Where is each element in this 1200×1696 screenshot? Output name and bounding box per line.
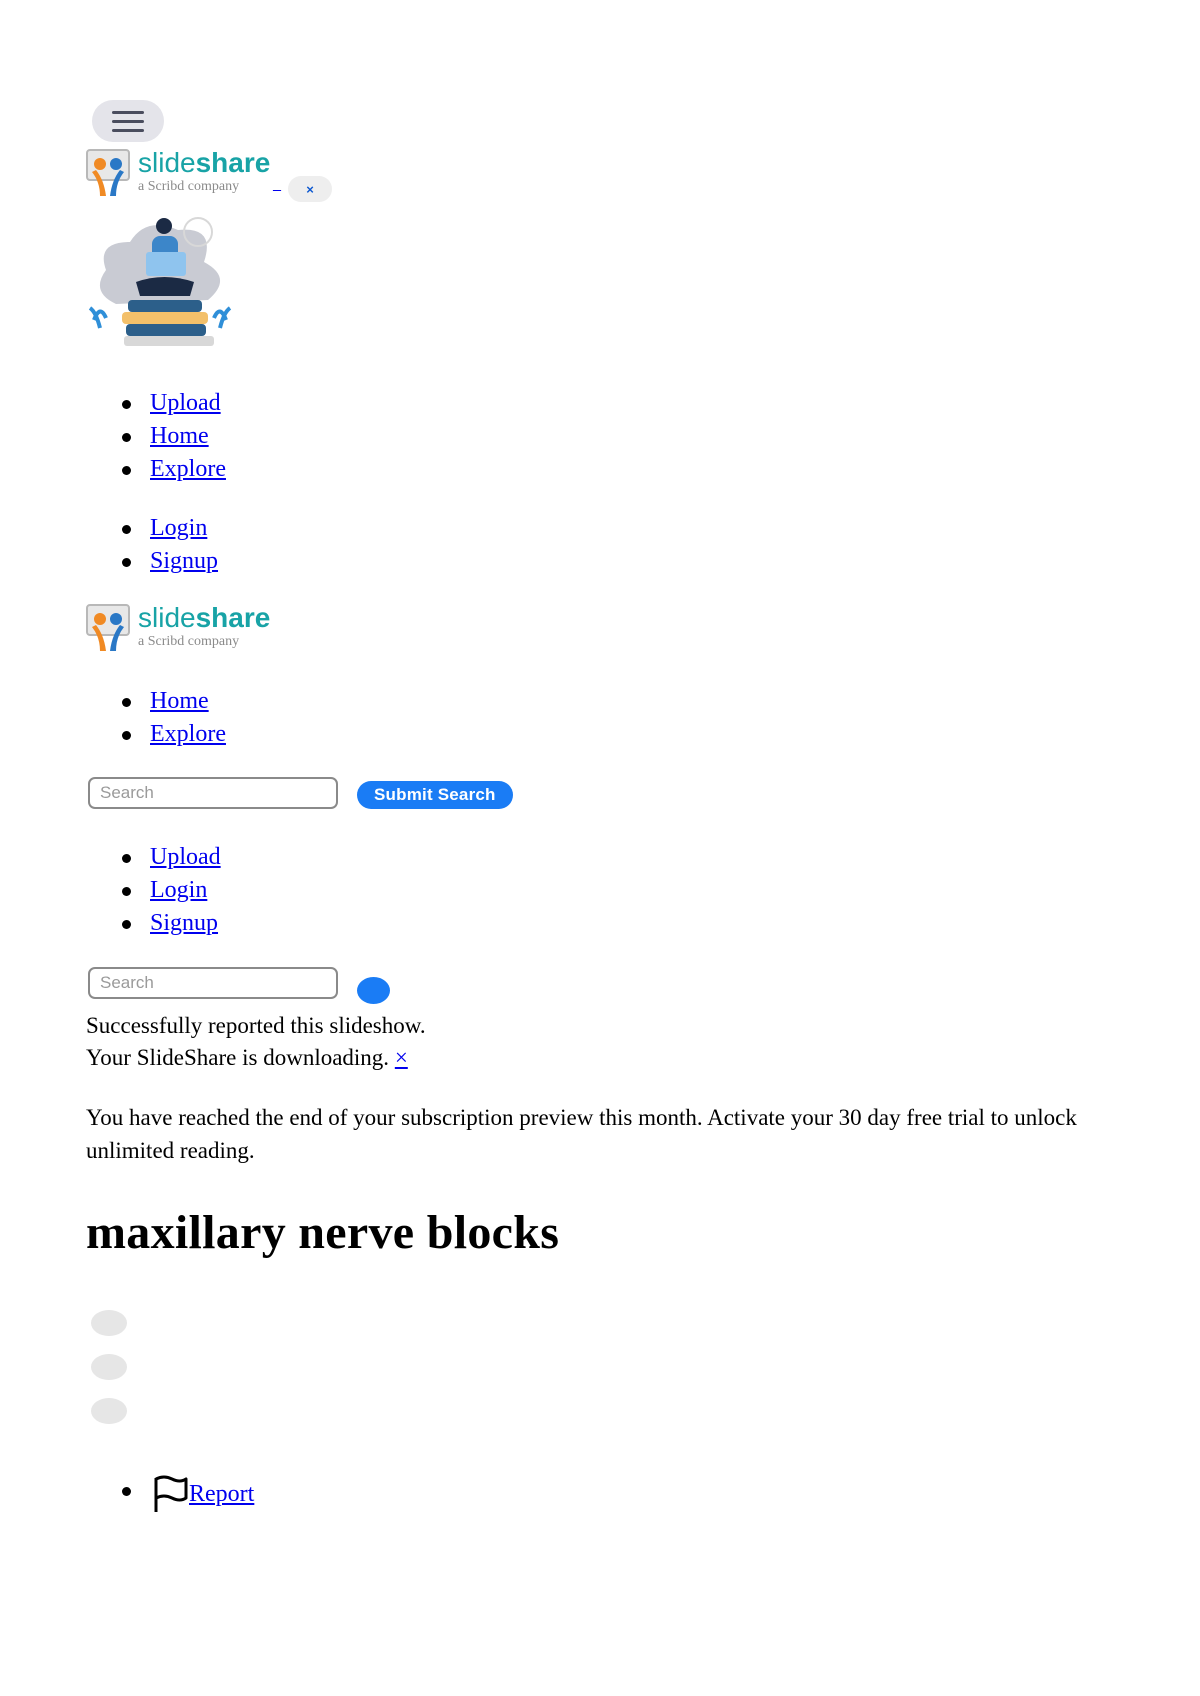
nav-item-home	[88, 685, 226, 718]
close-button[interactable]: ×	[288, 176, 332, 202]
logo-word-share: share	[195, 147, 271, 178]
nav-item-upload	[88, 841, 221, 874]
report-list	[88, 1474, 254, 1514]
hamburger-menu-icon	[112, 111, 144, 132]
submit-search-button[interactable]: Submit Search	[357, 781, 513, 809]
nav-link-login[interactable]: Login	[150, 877, 208, 903]
logo-word-share: share	[195, 602, 271, 633]
flag-icon	[150, 1474, 188, 1514]
primary-nav	[88, 387, 226, 486]
slideshare-logo[interactable]	[84, 146, 270, 198]
nav-item-signup	[88, 545, 218, 578]
nav-item-explore	[88, 453, 226, 486]
nav-item-explore	[88, 718, 226, 751]
logo-word-slide: slide	[138, 602, 196, 633]
mobile-search-button[interactable]	[357, 977, 390, 1004]
report-item	[88, 1474, 254, 1514]
nav-item-signup	[88, 907, 221, 940]
downloading-text: Your SlideShare is downloading.	[86, 1045, 390, 1070]
right-nav	[88, 841, 221, 940]
slideshare-logo-icon	[84, 146, 134, 198]
nav-link-home[interactable]: Home	[150, 423, 209, 449]
nav-link-login[interactable]: Login	[150, 515, 208, 541]
report-label: Report	[189, 1481, 255, 1507]
secondary-nav	[88, 685, 226, 751]
nav-link-explore[interactable]: Explore	[150, 456, 226, 482]
logo-link[interactable]: _	[273, 176, 281, 193]
nav-link-home[interactable]: Home	[150, 688, 209, 714]
slideshare-logo-icon	[84, 601, 134, 653]
logo-word-slide: slide	[138, 147, 196, 178]
nav-link-signup[interactable]: Signup	[150, 548, 219, 574]
nav-link-explore[interactable]: Explore	[150, 721, 226, 747]
document-title: maxillary nerve blocks	[86, 1206, 560, 1259]
nav-link-upload[interactable]: Upload	[150, 844, 221, 870]
downloading-message	[86, 1042, 408, 1074]
nav-link-signup[interactable]: Signup	[150, 910, 219, 936]
nav-item-login	[88, 874, 221, 907]
mobile-search-input[interactable]: Search	[88, 967, 338, 999]
person-reading-on-books-illustration	[86, 212, 236, 352]
action-placeholder[interactable]	[91, 1398, 127, 1424]
nav-item-login	[88, 512, 218, 545]
auth-nav	[88, 512, 218, 578]
slideshare-logo-secondary[interactable]	[84, 601, 270, 653]
action-placeholder[interactable]	[91, 1354, 127, 1380]
search-input[interactable]: Search	[88, 777, 338, 809]
nav-item-upload	[88, 387, 226, 420]
menu-button[interactable]	[92, 100, 164, 142]
downloading-close-link[interactable]: ×	[394, 1045, 408, 1070]
logo-tagline: a Scribd company	[138, 634, 240, 649]
report-link[interactable]	[150, 1474, 254, 1514]
nav-item-home	[88, 420, 226, 453]
action-placeholder[interactable]	[91, 1310, 127, 1336]
reported-message: Successfully reported this slideshow.	[86, 1013, 426, 1038]
logo-tagline: a Scribd company	[138, 179, 240, 194]
nav-link-upload[interactable]: Upload	[150, 390, 221, 416]
subscription-trial-message: You have reached the end of your subscription preview this month. Activate your 30 day free trial to unlock unlimited reading.	[86, 1105, 1077, 1163]
